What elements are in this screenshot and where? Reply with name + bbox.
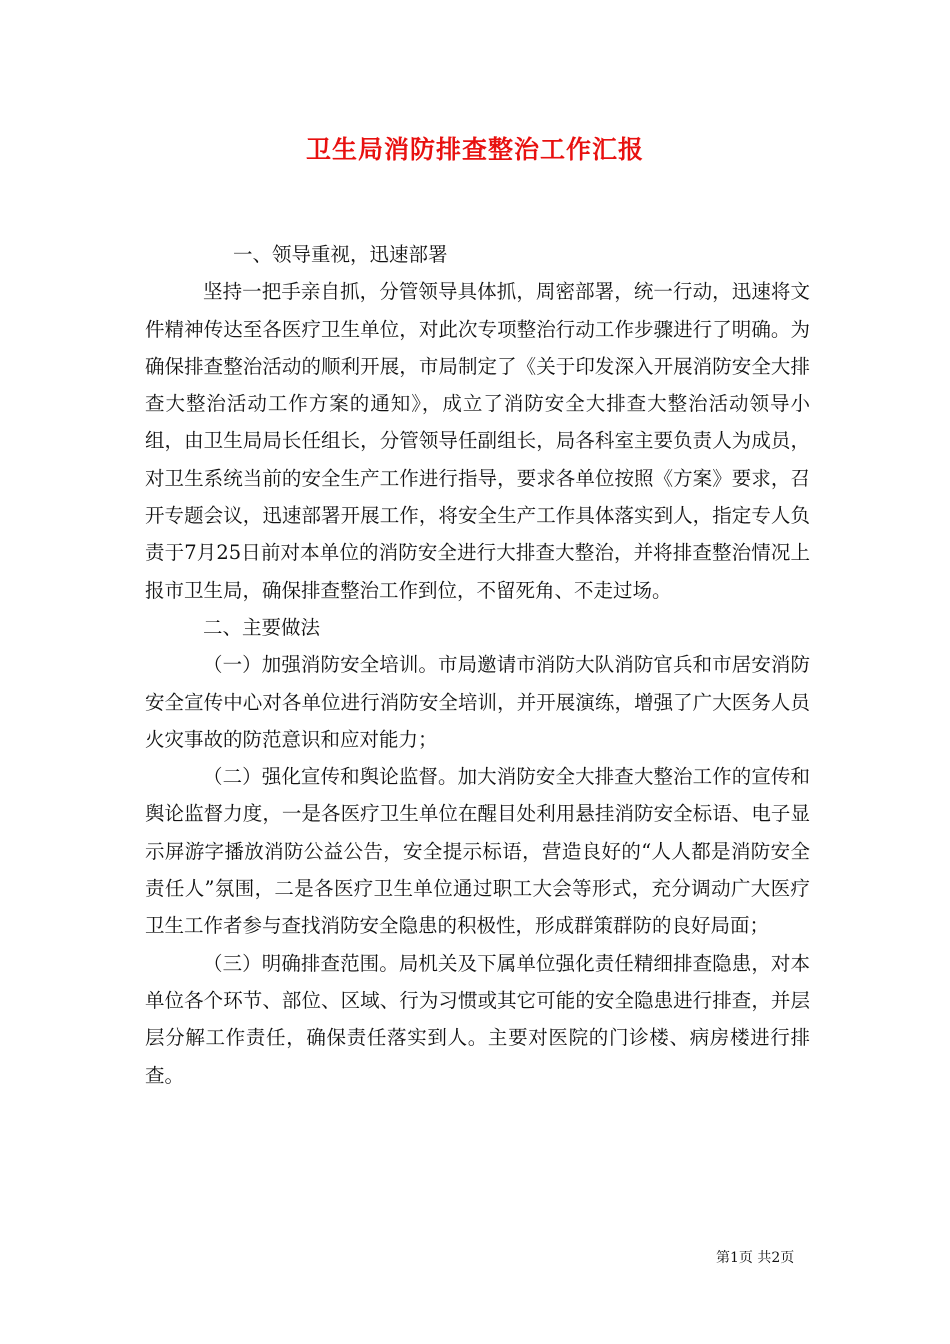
document-title: 卫生局消防排查整治工作汇报 [305, 135, 644, 164]
practice-item-publicity: （二）强化宣传和舆论监督。加大消防安全大排查大整治工作的宣传和舆论监督力度，一是各医疗卫生单位在醒目处利用悬挂消防安全标语、电子显示屏游字播放消防公益公告，安全提示标语，营造良好的“人人都是消防安全责任人”氛围，二是各医疗卫生单位通过职工大会等形式，充分调动广大医疗卫生工作者参与查找消防安全隐患的积极性，形成群策群防的良好局面； [145, 765, 810, 938]
practice-item-training: （一）加强消防安全培训。市局邀请市消防大队消防官兵和市居安消防安全宣传中心对各单位进行消防安全培训，并开展演练，增强了广大医务人员火灾事故的防范意识和应对能力； [145, 653, 810, 751]
page-number: 第1页 共2页 [716, 1250, 795, 1266]
practice-item-scope: （三）明确排查范围。局机关及下属单位强化责任精细排查隐患，对本单位各个环节、部位、区域、行为习惯或其它可能的安全隐患进行排查，并层层分解工作责任，确保责任落实到人。主要对医院的门诊楼、病房楼进行排查。 [145, 951, 810, 1087]
document-body [145, 236, 810, 1094]
section-heading-leadership: 一、领导重视，迅速部署 [233, 243, 448, 266]
section-heading-main-practices: 二、主要做法 [203, 615, 321, 639]
section-paragraph-deployment: 坚持一把手亲自抓，分管领导具体抓，周密部署，统一行动，迅速将文件精神传达至各医疗卫生单位，对此次专项整治行动工作步骤进行了明确。为确保排查整治活动的顺利开展，市局制定了《关于印发深入开展消防安全大排查大整治活动工作方案的通知》，成立了消防安全大排查大整治活动领导小组，由卫生局局长任组长，分管领导任副组长，局各科室主要负责人为成员，对卫生系统当前的安全生产工作进行指导，要求各单位按照《方案》要求，召开专题会议，迅速部署开展工作，将安全生产工作具体落实到人，指定专人负责于7月25日前对本单位的消防安全进行大排查大整治，并将排查整治情况上报市卫生局，确保排查整治工作到位，不留死角、不走过场。 [145, 280, 810, 602]
